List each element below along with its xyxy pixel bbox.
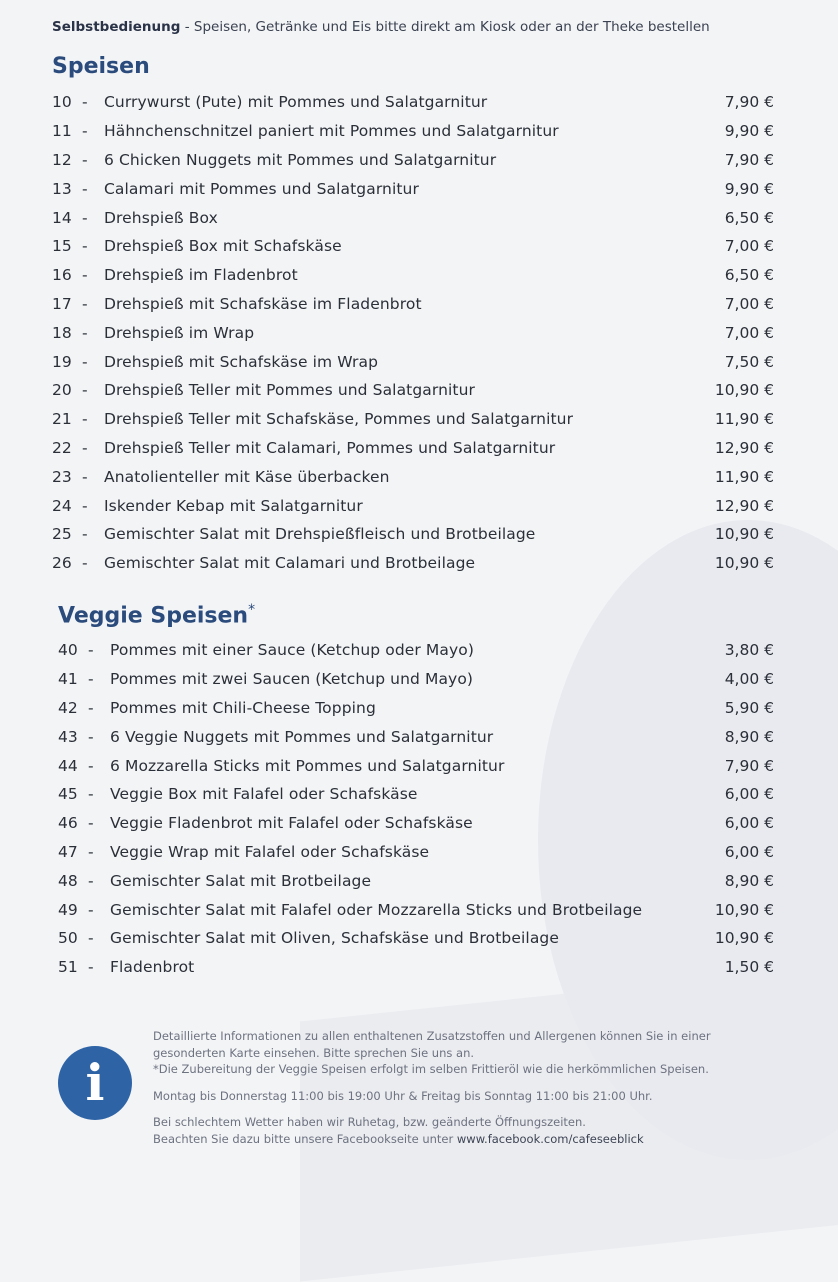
menu-item-price: 5,90 € — [724, 698, 774, 717]
menu-item-price: 10,90 € — [714, 381, 774, 400]
menu-item — [52, 232, 774, 261]
menu-item — [58, 953, 774, 982]
menu-item-price: 11,90 € — [714, 467, 774, 486]
menu-item — [52, 405, 774, 434]
menu-item-price: 7,00 € — [724, 237, 774, 256]
menu-item-dash: - — [82, 266, 88, 285]
menu-item-dash: - — [82, 237, 88, 256]
self-service-note — [52, 19, 710, 35]
menu-item-dash: - — [88, 842, 94, 861]
menu-item-price: 9,90 € — [724, 122, 774, 141]
menu-item-number: 51 — [58, 958, 78, 977]
self-service-label: Selbstbedienung — [52, 19, 181, 35]
menu-item-name: Anatolienteller mit Käse überbacken — [104, 467, 390, 486]
menu-item-name: 6 Veggie Nuggets mit Pommes und Salatgarnitur — [110, 727, 494, 746]
menu-item-price: 1,50 € — [724, 958, 774, 977]
menu-item-price: 7,00 € — [724, 294, 774, 313]
weather-note-line1: Bei schlechtem Wetter haben wir Ruhetag, bzw. geänderte Öffnungszeiten. — [153, 1115, 586, 1129]
menu-item-price: 3,80 € — [724, 641, 774, 660]
menu-item-number: 45 — [58, 785, 78, 804]
menu-item-number: 25 — [52, 525, 72, 544]
menu-item — [58, 636, 774, 665]
menu-item-name: Veggie Box mit Falafel oder Schafskäse — [110, 785, 418, 804]
menu-item-number: 14 — [52, 208, 72, 227]
menu-item-name: 6 Mozzarella Sticks mit Pommes und Salatgarnitur — [110, 756, 505, 775]
menu-item-dash: - — [88, 756, 94, 775]
menu-item-name: 6 Chicken Nuggets mit Pommes und Salatgarnitur — [104, 150, 497, 169]
menu-item — [58, 722, 774, 751]
menu-item-dash: - — [88, 958, 94, 977]
menu-item-name: Drehspieß mit Schafskäse im Wrap — [104, 352, 379, 371]
menu-item-dash: - — [82, 496, 88, 515]
menu-item-name: Gemischter Salat mit Falafel oder Mozzarella Sticks und Brotbeilage — [110, 900, 643, 919]
menu-item-name: Currywurst (Pute) mit Pommes und Salatgarnitur — [104, 93, 488, 112]
menu-item-name: Pommes mit Chili-Cheese Topping — [110, 698, 376, 717]
menu-item — [52, 434, 774, 463]
menu-item — [58, 780, 774, 809]
menu-item — [58, 751, 774, 780]
veggie-title-text: Veggie Speisen — [58, 603, 249, 629]
menu-item-number: 13 — [52, 179, 72, 198]
menu-item — [58, 838, 774, 867]
menu-item — [58, 924, 774, 953]
menu-item-name: Gemischter Salat mit Calamari und Brotbeilage — [104, 554, 476, 573]
menu-item — [52, 146, 774, 175]
weather-note-line2: Beachten Sie dazu bitte unsere Facebookseite unter — [153, 1131, 457, 1146]
menu-list-speisen — [52, 88, 774, 578]
menu-item-dash: - — [88, 929, 94, 948]
menu-item-name: Drehspieß im Wrap — [104, 323, 255, 342]
menu-item-dash: - — [82, 150, 88, 169]
menu-item-name: Veggie Fladenbrot mit Falafel oder Schafskäse — [110, 814, 473, 833]
menu-item — [58, 895, 774, 924]
menu-item — [52, 318, 774, 347]
menu-item — [58, 809, 774, 838]
menu-item-name: Drehspieß Teller mit Schafskäse, Pommes und Salatgarnitur — [104, 410, 574, 429]
menu-item-number: 24 — [52, 496, 72, 515]
menu-item — [58, 694, 774, 723]
menu-item — [52, 117, 774, 146]
menu-item-number: 46 — [58, 814, 78, 833]
menu-item-name: Drehspieß Teller mit Calamari, Pommes und Salatgarnitur — [104, 438, 556, 457]
menu-item-name: Drehspieß Box — [104, 208, 218, 227]
menu-item-dash: - — [82, 352, 88, 371]
section-title-speisen: Speisen — [52, 54, 150, 79]
menu-item — [52, 203, 774, 232]
menu-item-number: 41 — [58, 670, 78, 689]
menu-item-dash: - — [82, 122, 88, 141]
menu-item-name: Drehspieß Box mit Schafskäse — [104, 237, 342, 256]
info-block — [153, 1028, 793, 1157]
menu-item-dash: - — [88, 727, 94, 746]
menu-item-dash: - — [88, 698, 94, 717]
info-icon — [58, 1046, 132, 1120]
menu-item-dash: - — [88, 871, 94, 890]
menu-item — [58, 665, 774, 694]
menu-item-number: 42 — [58, 698, 78, 717]
menu-item-name: Pommes mit zwei Saucen (Ketchup und Mayo) — [110, 670, 474, 689]
menu-item-dash: - — [82, 438, 88, 457]
menu-item — [52, 261, 774, 290]
menu-item-number: 50 — [58, 929, 78, 948]
menu-item-dash: - — [82, 294, 88, 313]
veggie-title-asterisk: * — [248, 602, 256, 618]
menu-item — [52, 290, 774, 319]
menu-item-price: 4,00 € — [724, 670, 774, 689]
menu-item-name: Veggie Wrap mit Falafel oder Schafskäse — [110, 842, 430, 861]
menu-item — [52, 347, 774, 376]
menu-item-dash: - — [88, 900, 94, 919]
menu-item-price: 12,90 € — [714, 496, 774, 515]
menu-item-number: 17 — [52, 294, 72, 313]
menu-item-number: 40 — [58, 641, 78, 660]
menu-item-dash: - — [82, 93, 88, 112]
menu-item-price: 8,90 € — [724, 871, 774, 890]
menu-item-number: 15 — [52, 237, 72, 256]
menu-item-number: 16 — [52, 266, 72, 285]
menu-item-number: 22 — [52, 438, 72, 457]
menu-item-price: 12,90 € — [714, 438, 774, 457]
menu-item-price: 10,90 € — [714, 900, 774, 919]
allergens-note-line2: gesonderten Karte einsehen. Bitte sprechen Sie uns an. — [153, 1045, 475, 1060]
menu-item-number: 47 — [58, 842, 78, 861]
info-icon-glyph: i — [85, 1053, 105, 1112]
menu-item-number: 21 — [52, 410, 72, 429]
menu-item-price: 7,50 € — [724, 352, 774, 371]
menu-item-price: 8,90 € — [724, 727, 774, 746]
menu-item-price: 7,90 € — [724, 150, 774, 169]
menu-item-price: 10,90 € — [714, 525, 774, 544]
menu-item-name: Drehspieß mit Schafskäse im Fladenbrot — [104, 294, 422, 313]
menu-item-name: Drehspieß im Fladenbrot — [104, 266, 298, 285]
menu-item-name: Gemischter Salat mit Oliven, Schafskäse und Brotbeilage — [110, 929, 559, 948]
menu-item-number: 26 — [52, 554, 72, 573]
allergens-note-line1: Detaillierte Informationen zu allen enthaltenen Zusatzstoffen und Allergenen können Sie in einer — [153, 1029, 711, 1043]
self-service-text: - Speisen, Getränke und Eis bitte direkt am Kiosk oder an der Theke bestellen — [180, 19, 710, 35]
facebook-link[interactable]: www.facebook.com/cafeseeblick — [456, 1131, 644, 1146]
menu-item-number: 49 — [58, 900, 78, 919]
menu-item-dash: - — [82, 179, 88, 198]
menu-item-name: Calamari mit Pommes und Salatgarnitur — [104, 179, 419, 198]
menu-item — [52, 491, 774, 520]
menu-item-dash: - — [82, 410, 88, 429]
menu-item-dash: - — [82, 381, 88, 400]
menu-item-number: 43 — [58, 727, 78, 746]
menu-item-number: 11 — [52, 122, 72, 141]
menu-item-name: Gemischter Salat mit Drehspießfleisch und Brotbeilage — [104, 525, 536, 544]
menu-item — [52, 174, 774, 203]
menu-item-number: 44 — [58, 756, 78, 775]
menu-item-name: Drehspieß Teller mit Pommes und Salatgarnitur — [104, 381, 475, 400]
menu-item-number: 48 — [58, 871, 78, 890]
menu-item-number: 12 — [52, 150, 72, 169]
menu-item-price: 6,50 € — [724, 208, 774, 227]
veggie-frying-note: *Die Zubereitung der Veggie Speisen erfolgt im selben Frittieröl wie die herkömmlichen Speisen. — [153, 1062, 709, 1076]
opening-hours: Montag bis Donnerstag 11:00 bis 19:00 Uhr & Freitag bis Sonntag 11:00 bis 21:00 Uhr. — [153, 1088, 653, 1103]
menu-item — [52, 88, 774, 117]
menu-item-price: 11,90 € — [714, 410, 774, 429]
menu-item-price: 6,50 € — [724, 266, 774, 285]
menu-item-price: 10,90 € — [714, 554, 774, 573]
menu-item — [52, 549, 774, 578]
menu-item-dash: - — [82, 525, 88, 544]
menu-item-dash: - — [88, 670, 94, 689]
menu-item — [52, 462, 774, 491]
menu-item-number: 18 — [52, 323, 72, 342]
menu-item-price: 6,00 € — [724, 842, 774, 861]
menu-item-number: 10 — [52, 93, 72, 112]
menu-item-price: 9,90 € — [724, 179, 774, 198]
menu-item-name: Iskender Kebap mit Salatgarnitur — [104, 496, 363, 515]
menu-item-dash: - — [82, 323, 88, 342]
menu-item-number: 20 — [52, 381, 72, 400]
menu-item-dash: - — [88, 814, 94, 833]
menu-item-dash: - — [82, 554, 88, 573]
menu-item — [52, 520, 774, 549]
menu-item — [58, 866, 774, 895]
menu-item-number: 23 — [52, 467, 72, 486]
menu-item-name: Pommes mit einer Sauce (Ketchup oder Mayo) — [110, 641, 474, 660]
menu-item-number: 19 — [52, 352, 72, 371]
menu-item-name: Gemischter Salat mit Brotbeilage — [110, 871, 372, 890]
menu-item-name: Fladenbrot — [110, 958, 195, 977]
menu-item-dash: - — [82, 208, 88, 227]
menu-item-price: 6,00 € — [724, 785, 774, 804]
menu-item-price: 10,90 € — [714, 929, 774, 948]
menu-item — [52, 376, 774, 405]
menu-item-price: 7,90 € — [724, 93, 774, 112]
menu-item-price: 7,00 € — [724, 323, 774, 342]
menu-item-dash: - — [88, 641, 94, 660]
menu-item-name: Hähnchenschnitzel paniert mit Pommes und Salatgarnitur — [104, 122, 559, 141]
section-title-veggie — [58, 602, 255, 628]
menu-item-price: 7,90 € — [724, 756, 774, 775]
menu-item-dash: - — [88, 785, 94, 804]
menu-item-price: 6,00 € — [724, 814, 774, 833]
menu-list-veggie — [58, 636, 774, 982]
menu-item-dash: - — [82, 467, 88, 486]
